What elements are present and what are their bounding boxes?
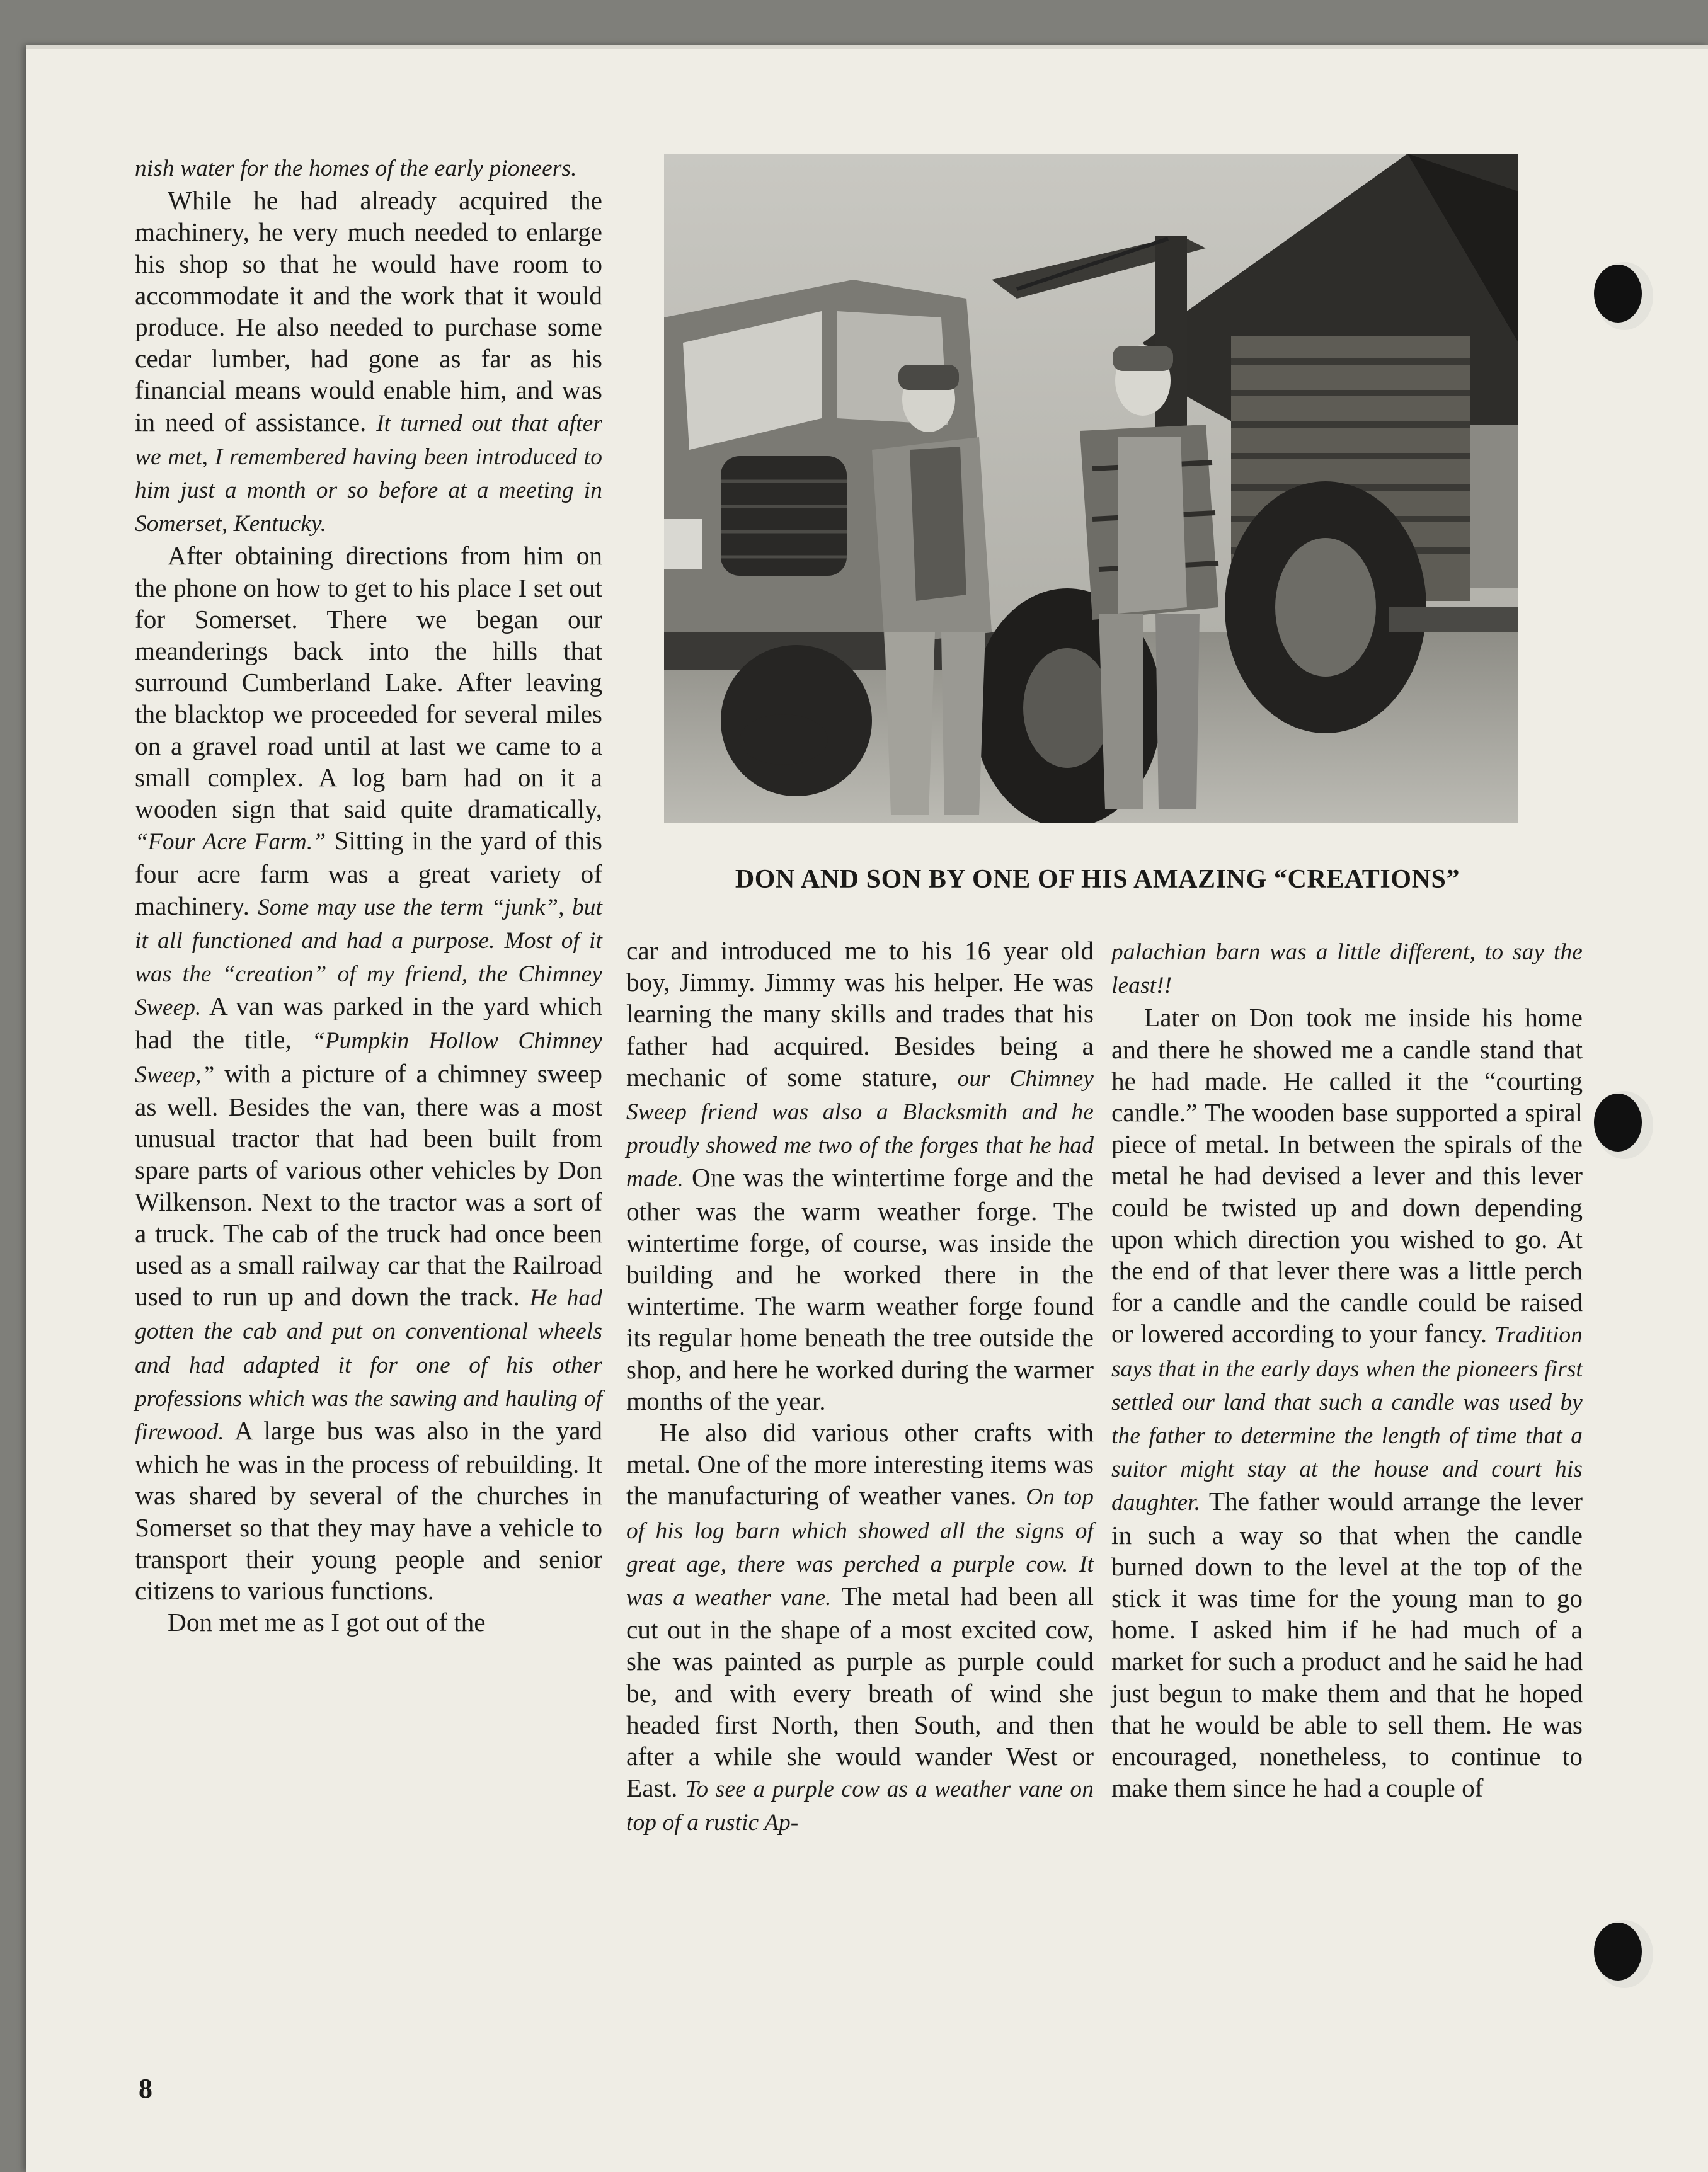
col3-paragraph-2 (1111, 1002, 1583, 1803)
photo-caption: DON AND SON BY ONE OF HIS AMAZING “CREATIONS” (735, 865, 1460, 894)
col2-paragraph-1 (626, 935, 1094, 1417)
col1-p1-text: nish water for the homes of the early pioneers. (135, 156, 577, 181)
article-column-3 (1111, 935, 1583, 1803)
col2-p2a-text: He also did various other crafts with metal. One of the more interesting items was the manufacturing of weather vanes. (626, 1418, 1094, 1511)
col1-p2a-text: While he had already acquired the machinery, he very much needed to enlarge his shop so that he would have room to accommodate it and the work that it would produce. He also needed to purchase some cedar lumber, had gone as far as his financial means would enable him, and was in need of assistance. (135, 186, 602, 437)
binder-hole-bottom (1594, 1923, 1642, 1981)
col3-p2a-text: Later on Don took me inside his home and there he showed me a candle stand that he had made. He called it the “courting candle.” The wooden base supported a spiral piece of metal. In between the spirals of the metal he had devised a lever and this lever could be twisted up and down depending upon which direction you wished to go. At the end of that lever there was a little perch for a candle and the candle could be raised or lowered according to your fancy. (1111, 1003, 1583, 1349)
page-top-edge (26, 45, 1708, 49)
col1-p3h-text: He had gotten the cab and put on conventional wheels and had adapted it for one of his other professions which was the sawing and hauling of firewood. (135, 1285, 603, 1445)
col1-p2b-text: It turned out that after we met, I remembered having been introduced to him just a month or so before at a meeting in Somerset, Kentucky. (135, 410, 603, 537)
col2-p1a-text: car and introduced me to his 16 year old boy, Jimmy. Jimmy was his helper. He was learning the many skills and trades that his father had acquired. Besides being a mechanic of some stature, (626, 936, 1094, 1092)
col2-p2d-text: To see a purple cow as a weather vane on top of a rustic Ap- (626, 1776, 1094, 1836)
col2-p1b-text: our Chimney Sweep friend was also a Blacksmith and he proudly showed me two of the forges that he had made. (626, 1065, 1094, 1192)
col1-p3d-text: Some may use the term “junk”, but it all functioned and had a purpose. Most of it was the “creation” of my friend, the Chimney Sweep. (135, 894, 602, 1021)
col3-p1-text: palachian barn was a little different, to say the least!! (1111, 939, 1583, 999)
col1-paragraph-4 (135, 1606, 602, 1638)
col1-paragraph-2 (135, 185, 602, 540)
col3-paragraph-1 (1111, 935, 1583, 1002)
binder-hole-top (1594, 265, 1642, 323)
col1-paragraph-3 (135, 540, 602, 1606)
col2-p2b-text: On top of his log barn which showed all the signs of great age, there was perched a purple cow. It was a weather vane. (626, 1484, 1094, 1611)
col1-p3e-text: A van was parked in the yard which had the title, (135, 992, 602, 1055)
col1-p3c-text: Sitting in the yard of this four acre farm was a great variety of machinery. (135, 826, 602, 920)
col1-p3b-text: “Four Acre Farm.” (135, 829, 326, 855)
binder-hole-middle (1594, 1094, 1642, 1152)
col1-p3i-text: A large bus was also in the yard which he was in the process of rebuilding. It was shared by several of the churches in Somerset so that they may have a vehicle to transport their young people and senior citizens to various functions. (135, 1415, 602, 1605)
col2-paragraph-2 (626, 1417, 1094, 1839)
page-number: 8 (139, 2073, 152, 2104)
photo-illustration (664, 154, 1518, 823)
col1-p3a-text: After obtaining directions from him on the phone on how to get to his place I set out for Somerset. There we began our meanderings back into the hills that surround Cumberland Lake. After leaving the blacktop we proceeded for several miles on a gravel road until at last we came to a small complex. A log barn had on it a wooden sign that said quite dramatically, (135, 541, 602, 824)
col1-p3g-text: with a picture of a chimney sweep as well. Besides the van, there was a most unusual tractor that had been built from spare parts of various other vehicles by Don Wilkenson. Next to the tractor was a sort of a truck. The cab of the truck had once been used as a small railway car that the Railroad used to run up and down the track. (135, 1058, 602, 1312)
col1-paragraph-1 (135, 151, 602, 185)
magazine-page (26, 45, 1708, 2172)
article-column-1 (135, 151, 602, 1638)
col1-p3f-text: “Pumpkin Hollow Chimney Sweep,” (135, 1028, 602, 1088)
article-column-2 (626, 935, 1094, 1839)
col3-p2b-text: Tradition says that in the early days when the pioneers first settled our land that such a candle was used by the father to determine the length of time that a suitor might stay at the house and court his daughter. (1111, 1322, 1583, 1516)
col2-p1c-text: One was the wintertime forge and the other was the warm weather forge. The wintertime forge, of course, was inside the building and he worked there in the wintertime. The warm weather forge found its regular home beneath the tree outside the shop, and here he worked during the warmer months of the year. (626, 1163, 1094, 1415)
photo-don-and-son (664, 154, 1518, 823)
col2-p2c-text: The metal had been all cut out in the shape of a most excited cow, she was painted as purple as purple could be, and with every breath of wind she headed first North, then South, and then after a while she would wander West or East. (626, 1582, 1094, 1803)
col3-p2c-text: The father would arrange the lever in such a way so that when the candle burned down to the level at the top of the stick it was time for the young man to go home. I asked him if he had much of a market for such a product and he said he had just begun to make them and that he hoped that he would be able to sell them. He was encouraged, nonetheless, to continue to make them since he had a couple of (1111, 1487, 1583, 1803)
col1-p4-text: Don met me as I got out of the (168, 1608, 486, 1637)
